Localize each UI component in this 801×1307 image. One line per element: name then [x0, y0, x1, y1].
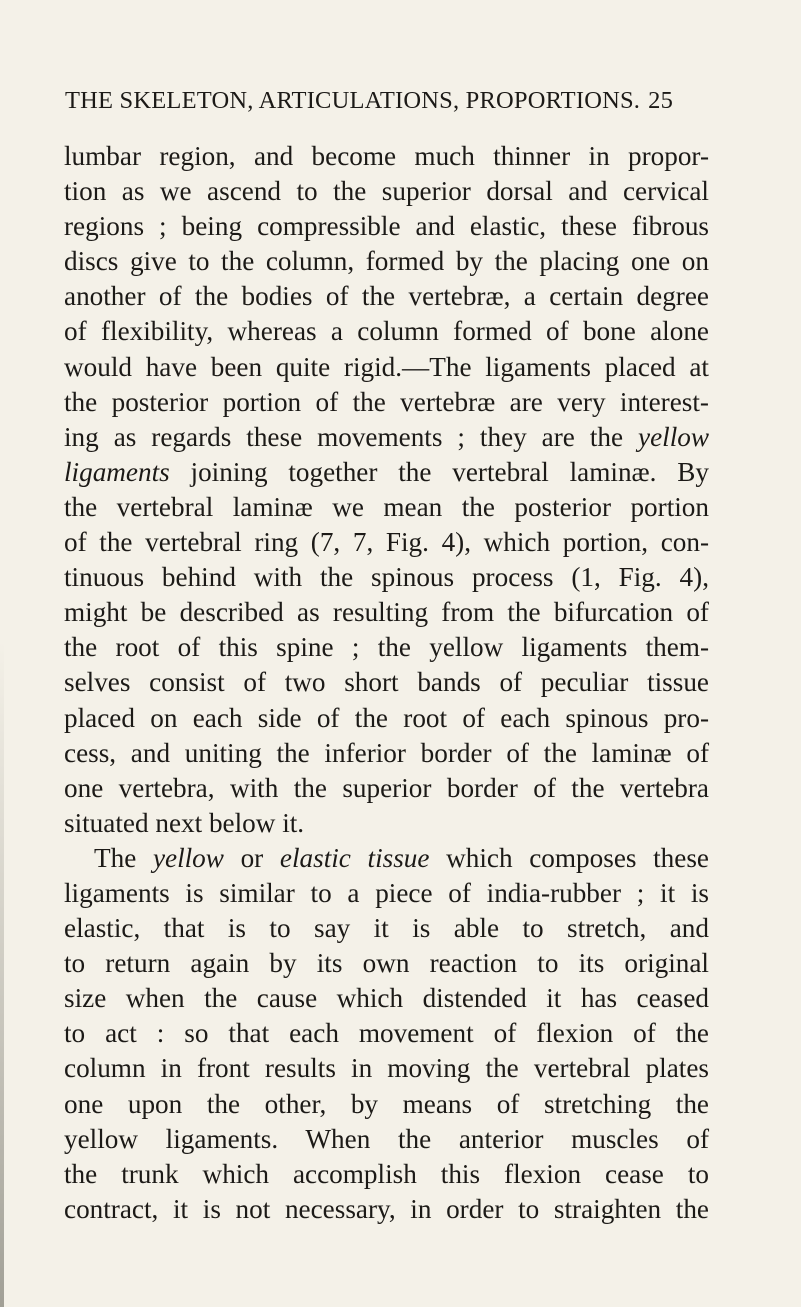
text-run: discs give to the column, formed by the placing one on: [64, 246, 709, 277]
text-line: [64, 771, 709, 806]
text-line: [64, 1122, 709, 1157]
text-line: [64, 279, 709, 314]
text-run: the vertebral laminæ we mean the posterior portion: [64, 491, 709, 522]
text-run: tion as we ascend to the superior dorsal and cervical: [64, 176, 709, 207]
text-line: [64, 841, 709, 876]
text-line: [64, 174, 709, 209]
running-head: [65, 86, 725, 116]
text-run: placed on each side of the root of each spinous pro-: [64, 702, 709, 733]
text-line: [64, 490, 709, 525]
text-line: [64, 595, 709, 630]
text-run: lumbar region, and become much thinner in propor-: [64, 141, 709, 171]
text-run: size when the cause which distended it has ceased: [64, 983, 709, 1014]
text-line: [64, 209, 709, 244]
text-run: the root of this spine ; the yellow ligaments them-: [64, 632, 709, 663]
text-line: [64, 806, 709, 841]
text-run: ligaments is similar to a piece of india-rubber ; it is: [64, 877, 709, 908]
text-run: would have been quite rigid.—The ligaments placed at: [64, 351, 709, 382]
text-line: [64, 525, 709, 560]
text-run: yellow ligaments. When the anterior muscles of: [64, 1123, 709, 1154]
text-line: [64, 455, 709, 490]
text-line: [64, 911, 709, 946]
text-line: [64, 385, 709, 420]
text-line: [64, 946, 709, 981]
text-line: [64, 1157, 709, 1192]
text-line: [64, 876, 709, 911]
text-line: [64, 244, 709, 279]
text-line: [64, 736, 709, 771]
text-run: of flexibility, whereas a column formed of bone alone: [64, 316, 709, 347]
text-run: might be described as resulting from the bifurcation of: [64, 597, 709, 628]
text-line: [64, 701, 709, 736]
text-run: or: [223, 842, 280, 873]
italic-term: yellow: [152, 842, 224, 873]
text-line: [64, 560, 709, 595]
text-run: The: [94, 842, 153, 873]
text-run: of the vertebral ring (7, 7, Fig. 4), which portion, con-: [64, 527, 709, 558]
text-run: to act : so that each movement of flexion of the: [64, 1018, 709, 1049]
text-line: [64, 420, 709, 455]
text-run: the trunk which accomplish this flexion cease to: [64, 1158, 709, 1189]
text-run: contract, it is not necessary, in order to straighten the: [64, 1193, 709, 1224]
text-run: selves consist of two short bands of peculiar tissue: [64, 667, 709, 698]
text-run: one vertebra, with the superior border of the vertebra: [64, 772, 709, 803]
text-run: another of the bodies of the vertebræ, a certain degree: [64, 281, 709, 312]
text-run: cess, and uniting the inferior border of the laminæ of: [64, 737, 709, 768]
italic-term: yellow: [638, 421, 709, 452]
text-line: [64, 665, 709, 700]
text-line: [64, 1016, 709, 1051]
text-line: [64, 981, 709, 1016]
text-line: [64, 1192, 709, 1227]
page-edge-shadow: [0, 640, 4, 1307]
text-line: [64, 630, 709, 665]
text-run: situated next below it.: [64, 807, 305, 838]
text-run: the posterior portion of the vertebræ are very interest-: [64, 386, 709, 417]
running-head-title: THE SKELETON, ARTICULATIONS, PROPORTIONS.: [65, 87, 641, 114]
text-run: tinuous behind with the spinous process (1, Fig. 4),: [64, 562, 709, 593]
text-line: [64, 139, 709, 174]
text-run: elastic, that is to say it is able to stretch, and: [64, 913, 709, 944]
italic-term: elastic tissue: [279, 842, 430, 873]
text-run: one upon the other, by means of stretching the: [64, 1088, 709, 1119]
text-line: [64, 1051, 709, 1086]
text-run: to return again by its own reaction to its original: [64, 948, 709, 979]
text-line: [64, 350, 709, 385]
text-run: regions ; being compressible and elastic, these fibrous: [64, 211, 709, 242]
italic-term: ligaments: [64, 456, 170, 487]
text-run: ing as regards these movements ; they are the: [64, 421, 639, 452]
text-run: which composes these: [429, 842, 709, 873]
text-run: joining together the vertebral laminæ. By: [169, 456, 709, 487]
text-line: [64, 314, 709, 349]
body-text: [64, 139, 709, 1227]
text-run: column in front results in moving the vertebral plates: [64, 1053, 709, 1084]
text-line: [64, 1087, 709, 1122]
page-number: 25: [648, 87, 674, 114]
